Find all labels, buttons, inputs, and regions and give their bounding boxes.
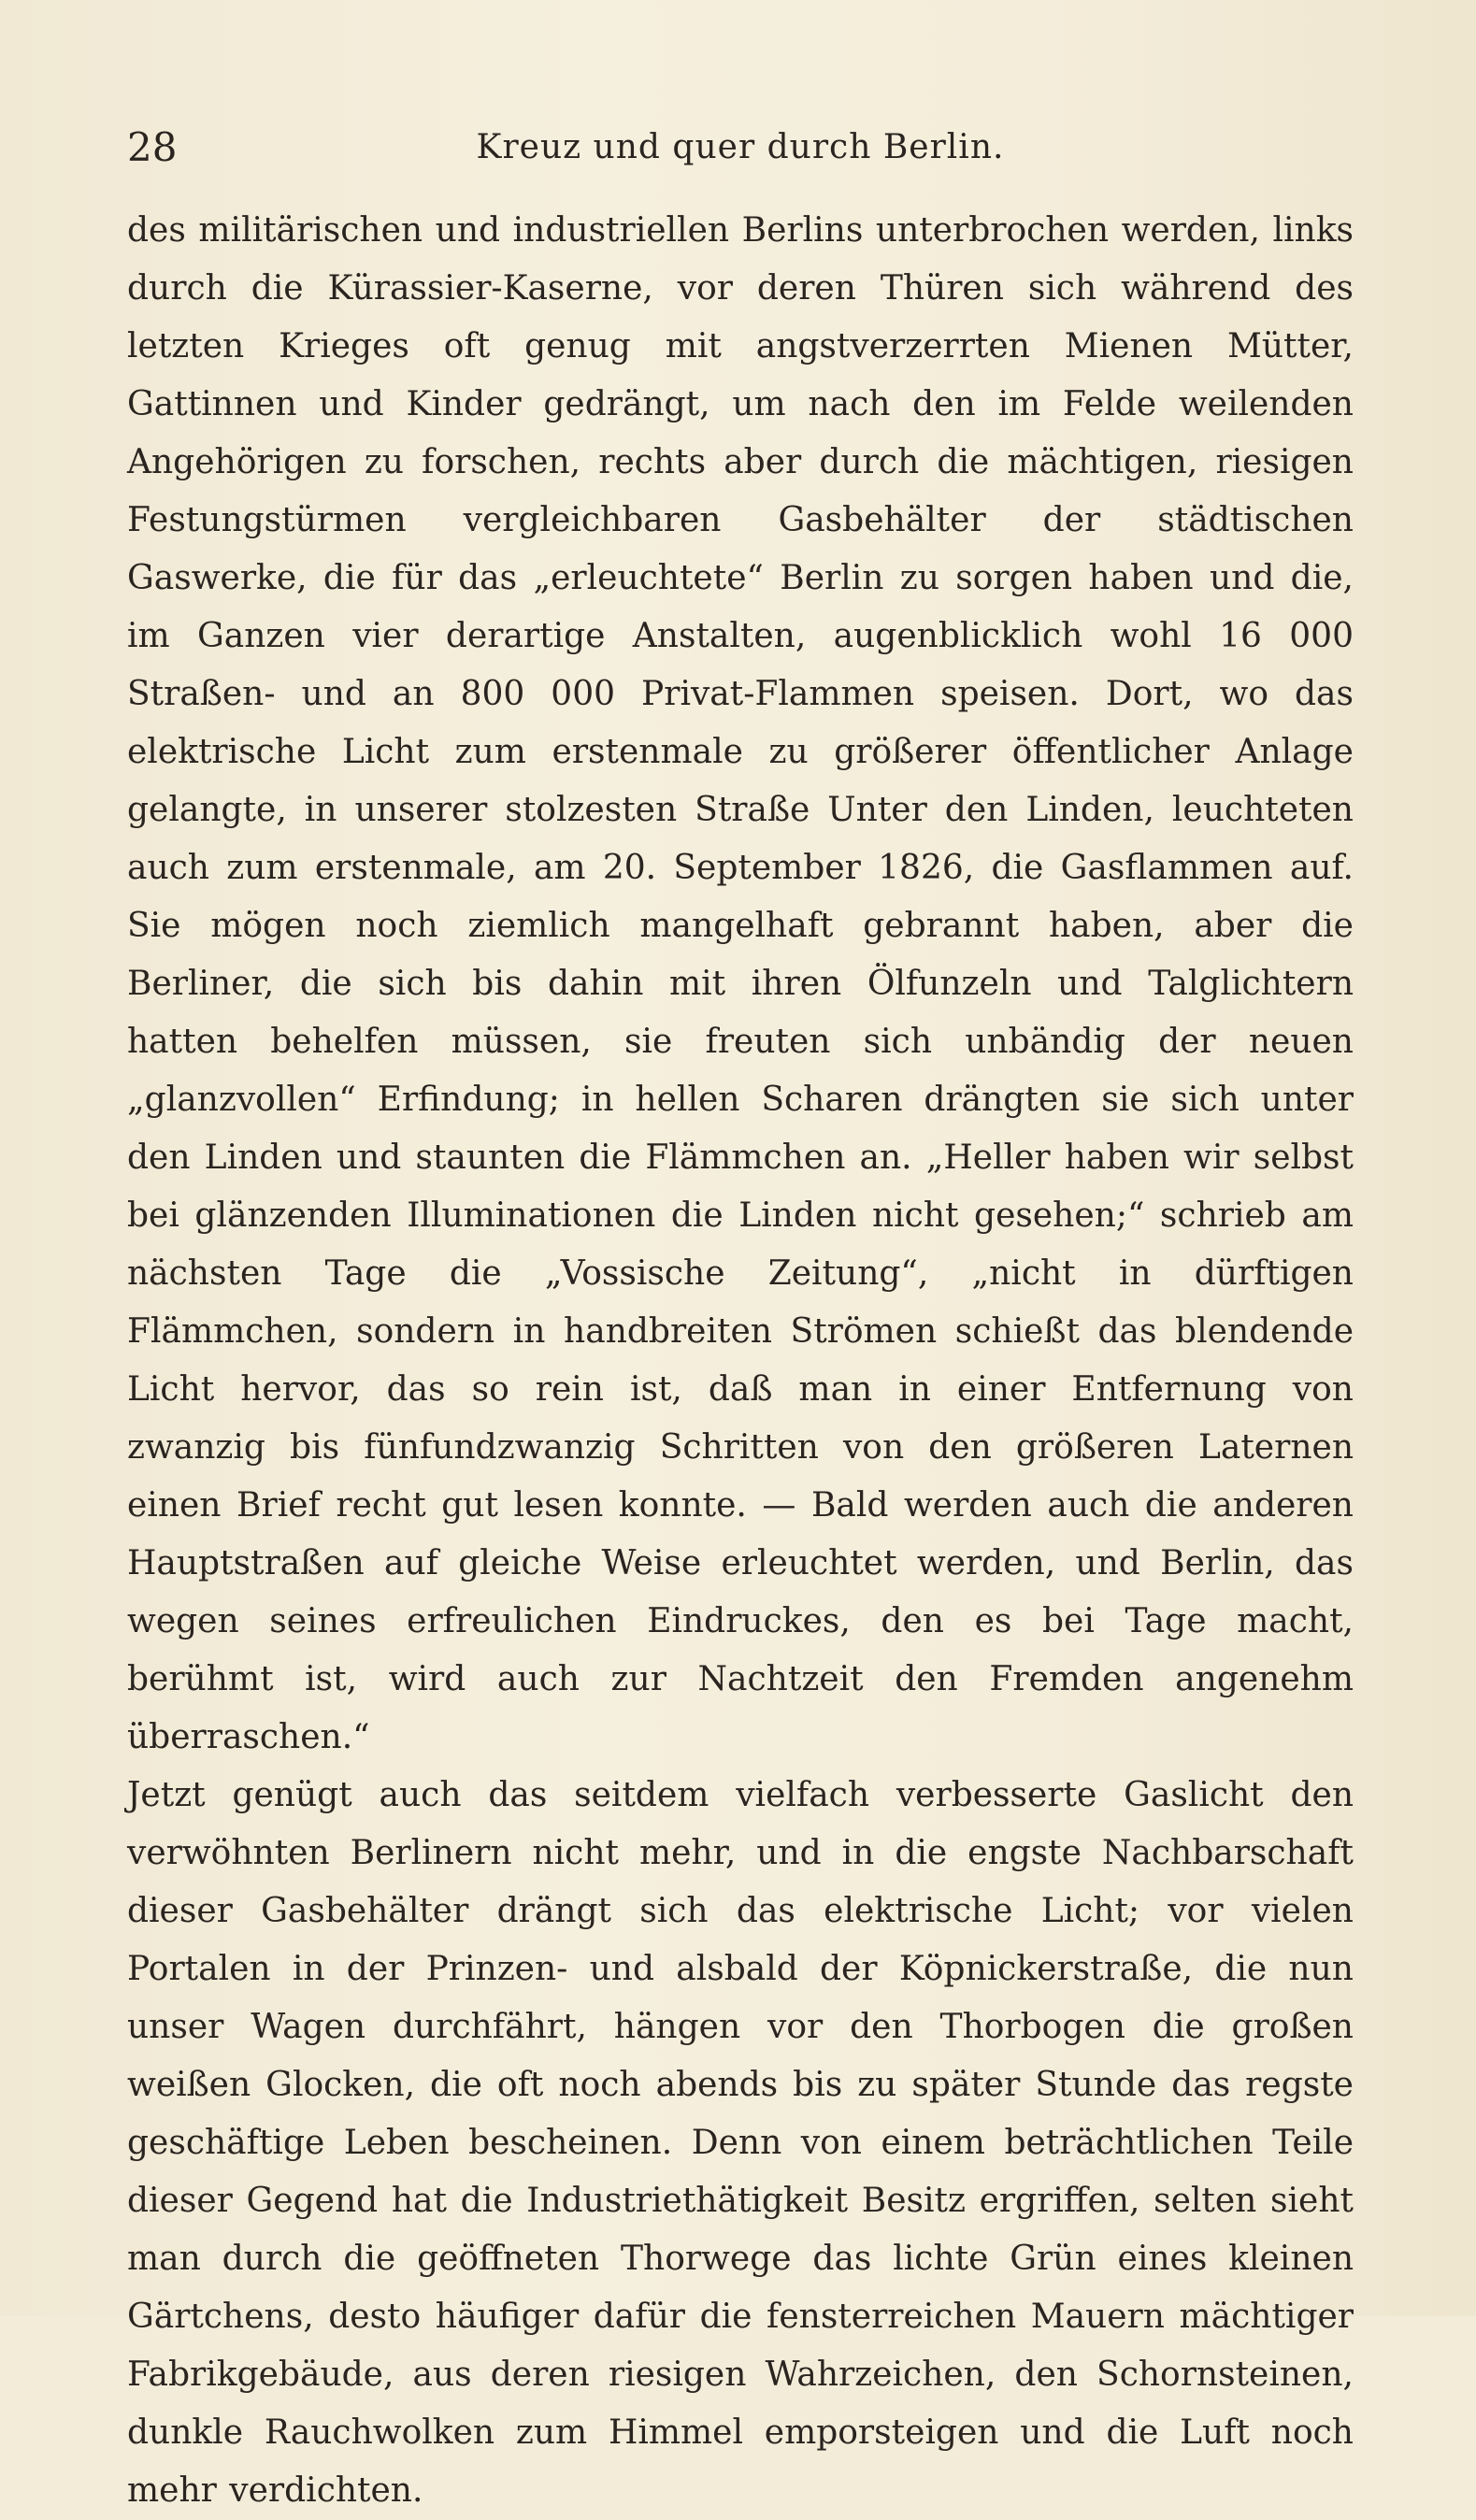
paragraph-2: Jetzt genügt auch das seitdem vielfach verbesserte Gaslicht den verwöhnten Berlinern nicht mehr, und in die engste Nachbarschaft dieser Gasbehälter drängt sich das elektrische Licht; vor vielen Portalen in der Prinzen- und alsbald der Köpnickerstraße, die nun unser Wagen durchfährt, hängen vor den Thorbogen die großen weißen Glocken, die oft noch abends bis zu später Stunde das regste geschäftige Leben bescheinen. Denn von einem beträchtlichen Teile dieser Gegend hat die Industriethätigkeit Besitz ergriffen, selten sieht man durch die geöffneten Thorwege das lichte Grün eines kleinen Gärtchens, desto häufiger dafür die fensterreichen Mauern mächtiger Fabrikgebäude, aus deren riesigen Wahrzeichen, den Schornsteinen, dunkle Rauchwolken zum Himmel emporsteigen und die Luft noch mehr verdichten. bbox=[127, 1776, 1354, 2510]
running-title: Kreuz und quer durch Berlin. bbox=[476, 128, 1005, 166]
page-number: 28 bbox=[127, 124, 178, 170]
page-header bbox=[127, 120, 1354, 176]
paragraph-1: des militärischen und industriellen Berlins unterbrochen werden, links durch die Kürassier-Kaserne, vor deren Thüren sich während des letzten Krieges oft genug mit angstverzerrten Mienen Mütter, Gattinnen und Kinder gedrängt, um nach den im Felde weilenden Angehörigen zu forschen, rechts aber durch die mächtigen, riesigen Festungstürmen vergleichbaren Gasbehälter der städtischen Gaswerke, die für das „erleuchtete“ Berlin zu sorgen haben und die, im Ganzen vier derartige Anstalten, augenblicklich wohl 16 000 Straßen- und an 800 000 Privat-Flammen speisen. Dort, wo das elektrische Licht zum erstenmale zu größerer öffentlicher Anlage gelangte, in unserer stolzesten Straße Unter den Linden, leuchteten auch zum erstenmale, am 20. September 1826, die Gasflammen auf. Sie mögen noch ziemlich mangelhaft gebrannt haben, aber die Berliner, die sich bis dahin mit ihren Ölfunzeln und Talglichtern hatten behelfen müssen, sie freuten sich unbändig der neuen „glanzvollen“ Erfindung; in hellen Scharen drängten sie sich unter den Linden und staunten die Flämmchen an. „Heller haben wir selbst bei glänzenden Illuminationen die Linden nicht gesehen;“ schrieb am nächsten Tage die „Vossische Zeitung“, „nicht in dürftigen Flämmchen, sondern in handbreiten Strömen schießt das blendende Licht hervor, das so rein ist, daß man in einer Entfernung von zwanzig bis fünfundzwanzig Schritten von den größeren Laternen einen Brief recht gut lesen konnte. — Bald werden auch die anderen Hauptstraßen auf gleiche Weise erleuchtet werden, und Berlin, das wegen seines erfreulichen Eindruckes, den es bei Tage macht, berühmt ist, wird auch zur Nachtzeit den Fremden angenehm überraschen.“ bbox=[127, 211, 1354, 1756]
body-text bbox=[127, 202, 1354, 2520]
